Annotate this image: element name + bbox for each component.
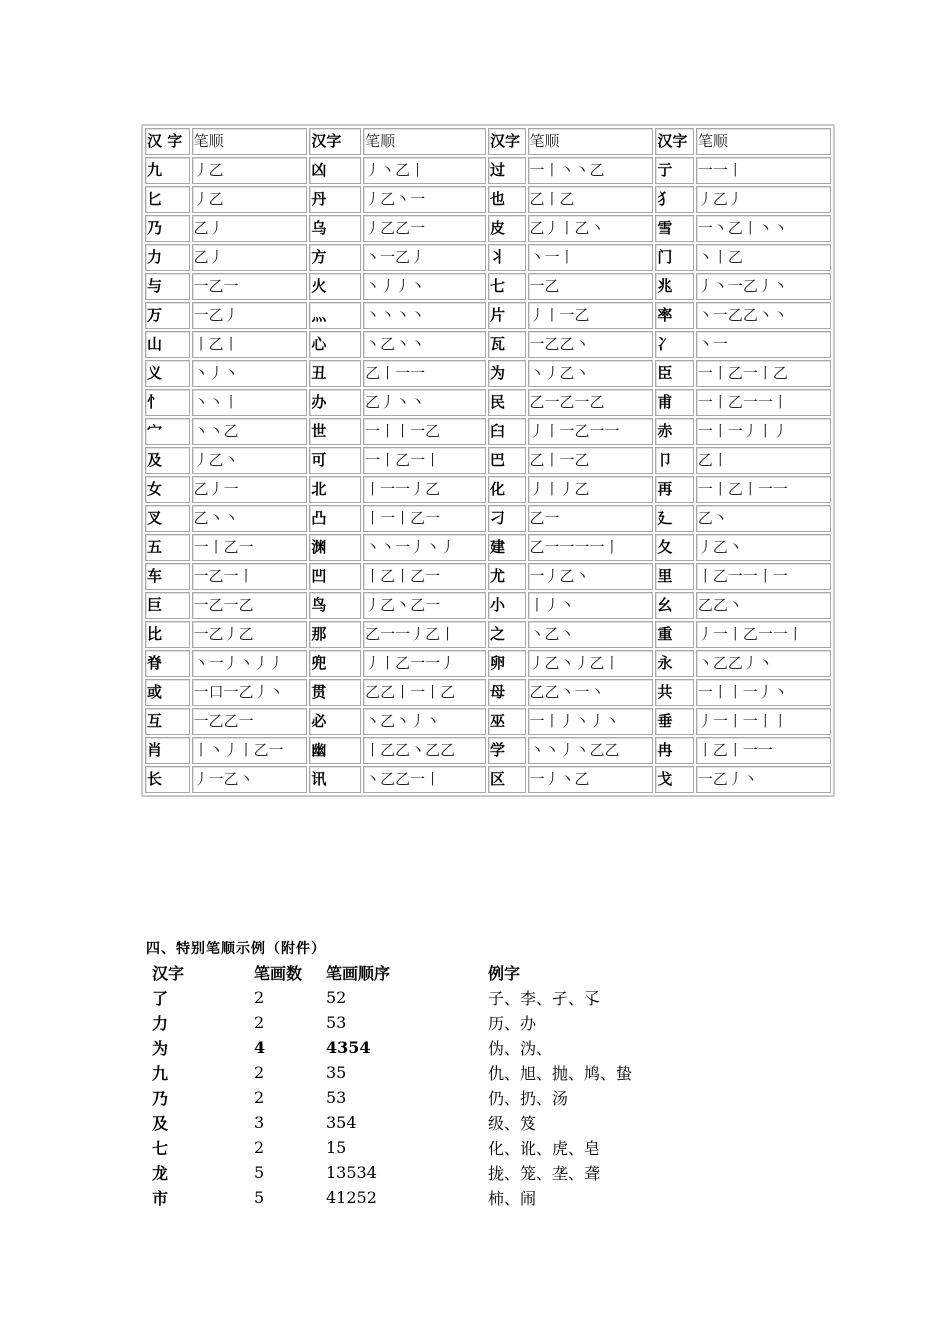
character-cell: 之 [488, 621, 526, 648]
character-cell: 雪 [655, 215, 694, 242]
stroke-order-cell: 丶丶乙 [192, 418, 308, 445]
example-character: 及 [152, 1114, 169, 1133]
header-stroke-order: 笔顺 [696, 128, 831, 155]
special-stroke-examples-table [146, 960, 666, 1210]
example-character: 乃 [152, 1089, 169, 1108]
character-cell: 犭 [655, 186, 694, 213]
stroke-order-cell: 一乙丿乙 [192, 621, 308, 648]
table-row [145, 244, 831, 271]
character-cell: 心 [309, 331, 361, 358]
stroke-order-cell: 乙丨乙 [528, 186, 654, 213]
stroke-order-cell: 一乙一 [192, 273, 308, 300]
character-cell: 过 [488, 157, 526, 184]
table-row [145, 302, 831, 329]
character-cell: 凹 [309, 563, 361, 590]
stroke-count: 2 [254, 1088, 265, 1107]
stroke-order-cell: 丨乙一一丨一 [696, 563, 831, 590]
stroke-order-cell: 丿乙丶 [696, 534, 831, 561]
stroke-count: 4 [254, 1038, 266, 1057]
character-cell: 巴 [488, 447, 526, 474]
character-cell: 臼 [488, 418, 526, 445]
stroke-order-cell: 丶一乙丿 [363, 244, 486, 271]
stroke-order-cell: 乙丨 [696, 447, 831, 474]
stroke-order-cell: 丿一丨乙一一丨 [696, 621, 831, 648]
stroke-order-cell: 丨乙丨 [192, 331, 308, 358]
character-cell: 五 [145, 534, 190, 561]
character-cell: 冫 [655, 331, 694, 358]
character-cell: 巨 [145, 592, 190, 619]
table-row [145, 621, 831, 648]
stroke-order-cell: 一丨丶丶乙 [528, 157, 654, 184]
character-cell: 方 [309, 244, 361, 271]
stroke-order-cell: 乙丿 [192, 244, 308, 271]
character-cell: 凶 [309, 157, 361, 184]
example-character: 七 [152, 1139, 169, 1158]
table-row [145, 650, 831, 677]
character-cell: 万 [145, 302, 190, 329]
table-row [145, 737, 831, 764]
character-cell: 尤 [488, 563, 526, 590]
character-cell: 也 [488, 186, 526, 213]
examples-row [146, 1035, 666, 1060]
stroke-order-cell: 乙丿 [192, 215, 308, 242]
character-cell: 夂 [655, 534, 694, 561]
character-cell: 为 [488, 360, 526, 387]
character-cell: 卵 [488, 650, 526, 677]
stroke-order-cell: 乙丨一乙 [528, 447, 654, 474]
character-cell: 北 [309, 476, 361, 503]
character-cell: 义 [145, 360, 190, 387]
character-cell: 九 [145, 157, 190, 184]
character-cell: 七 [488, 273, 526, 300]
character-cell: 力 [145, 244, 190, 271]
stroke-order-cell: 一丶乙丨丶丶 [696, 215, 831, 242]
stroke-order-cell: 丨丿丶 [528, 592, 654, 619]
table-row [145, 273, 831, 300]
character-cell: 亍 [655, 157, 694, 184]
stroke-order-cell: 一丨乙一 [192, 534, 308, 561]
stroke-order-cell: 丶丶丨 [192, 389, 308, 416]
character-cell: 建 [488, 534, 526, 561]
character-cell: 匕 [145, 186, 190, 213]
stroke-order-cell: 一丨丿丶丿丶 [528, 708, 654, 735]
stroke-order-cell: 一乙丿丶 [696, 766, 831, 793]
examples-row [146, 1110, 666, 1135]
stroke-order-cell: 乙乙丶 [696, 592, 831, 619]
stroke-order-cell: 丨乙丨乙一 [363, 563, 486, 590]
stroke-order-cell: 丶丿丶 [192, 360, 308, 387]
table-row [145, 679, 831, 706]
stroke-order-cell: 丶乙丶丶 [363, 331, 486, 358]
stroke-order-cell: 丶乙乙丿丶 [696, 650, 831, 677]
stroke-order-cell: 丶丿乙丶 [528, 360, 654, 387]
character-cell: 小 [488, 592, 526, 619]
table-row [145, 331, 831, 358]
character-cell: 母 [488, 679, 526, 706]
example-words: 化、讹、虎、皂 [488, 1139, 601, 1158]
character-cell: 化 [488, 476, 526, 503]
stroke-count: 2 [254, 1138, 265, 1157]
character-cell: 渊 [309, 534, 361, 561]
character-cell: 女 [145, 476, 190, 503]
table-row [145, 563, 831, 590]
header-character: 汉字 [309, 128, 361, 155]
stroke-sequence: 53 [326, 1088, 347, 1107]
stroke-count: 2 [254, 1063, 265, 1082]
table-row [145, 534, 831, 561]
example-character: 为 [152, 1039, 169, 1058]
stroke-order-cell: 丿乙丿 [696, 186, 831, 213]
character-cell: 兜 [309, 650, 361, 677]
stroke-order-cell: 一乙乙一 [192, 708, 308, 735]
character-cell: 共 [655, 679, 694, 706]
stroke-order-cell: 丿丶一乙丿丶 [696, 273, 831, 300]
character-cell: 兆 [655, 273, 694, 300]
stroke-order-cell: 丿乙丶丿乙丨 [528, 650, 654, 677]
character-cell: 区 [488, 766, 526, 793]
stroke-order-cell: 丶乙丶 [528, 621, 654, 648]
character-cell: 廴 [655, 505, 694, 532]
stroke-sequence: 35 [326, 1063, 347, 1082]
stroke-order-cell: 丶一 [696, 331, 831, 358]
stroke-order-cell: 丿乙 [192, 157, 308, 184]
stroke-order-cell: 丿乙丶一 [363, 186, 486, 213]
header-character: 汉字 [488, 128, 526, 155]
stroke-count: 2 [254, 988, 265, 1007]
character-cell: 幺 [655, 592, 694, 619]
stroke-count: 5 [254, 1188, 265, 1207]
stroke-order-cell: 乙一一一一丨 [528, 534, 654, 561]
character-cell: 丑 [309, 360, 361, 387]
stroke-order-cell: 一丨乙一丨 [363, 447, 486, 474]
stroke-order-cell: 乙丿一 [192, 476, 308, 503]
character-cell: 长 [145, 766, 190, 793]
character-cell: 臣 [655, 360, 694, 387]
example-character: 市 [152, 1189, 169, 1208]
character-cell: 丬 [488, 244, 526, 271]
character-cell: 卩 [655, 447, 694, 474]
character-cell: 灬 [309, 302, 361, 329]
table-row [145, 447, 831, 474]
stroke-order-cell: 乙丿丨乙丶 [528, 215, 654, 242]
table-row [145, 389, 831, 416]
stroke-order-cell: 丿丨丿乙 [528, 476, 654, 503]
character-cell: 垂 [655, 708, 694, 735]
header-stroke-order: 笔顺 [528, 128, 654, 155]
table-row [145, 476, 831, 503]
stroke-order-cell: 丶丨乙 [696, 244, 831, 271]
stroke-order-cell: 一乙丿 [192, 302, 308, 329]
examples-header-row [146, 960, 666, 985]
stroke-order-cell: 丨一一丿乙 [363, 476, 486, 503]
stroke-order-table [141, 124, 835, 797]
character-cell: 片 [488, 302, 526, 329]
stroke-order-cell: 丿一丨一丨丨 [696, 708, 831, 735]
example-character: 了 [152, 989, 169, 1008]
stroke-order-cell: 丿乙乙一 [363, 215, 486, 242]
stroke-order-cell: 一丨乙丨一一 [696, 476, 831, 503]
examples-row [146, 1185, 666, 1210]
character-cell: 门 [655, 244, 694, 271]
stroke-order-cell: 丨丶丿丨乙一 [192, 737, 308, 764]
stroke-sequence: 52 [326, 988, 347, 1007]
section-title: 四、特别笔顺示例（附件） [146, 941, 326, 957]
character-cell: 丹 [309, 186, 361, 213]
character-cell: 戈 [655, 766, 694, 793]
stroke-order-cell: 丶丶丶丶 [363, 302, 486, 329]
stroke-sequence: 4354 [326, 1038, 371, 1057]
stroke-order-cell: 丿丨一乙一一 [528, 418, 654, 445]
stroke-order-cell: 乙一一丿乙丨 [363, 621, 486, 648]
header-character: 汉 字 [145, 128, 190, 155]
character-cell: 或 [145, 679, 190, 706]
character-cell: 世 [309, 418, 361, 445]
stroke-sequence: 15 [326, 1138, 347, 1157]
header-stroke-order: 笔顺 [192, 128, 308, 155]
stroke-order-cell: 乙丨一一 [363, 360, 486, 387]
character-cell: 忄 [145, 389, 190, 416]
character-cell: 鸟 [309, 592, 361, 619]
stroke-order-cell: 丿乙丶乙一 [363, 592, 486, 619]
character-cell: 可 [309, 447, 361, 474]
character-cell: 叉 [145, 505, 190, 532]
stroke-order-cell: 丶一乙乙丶丶 [696, 302, 831, 329]
character-cell: 与 [145, 273, 190, 300]
stroke-count: 2 [254, 1013, 265, 1032]
example-character: 力 [152, 1014, 169, 1033]
stroke-order-cell: 乙丿丶丶 [363, 389, 486, 416]
stroke-order-cell: 丶丶丿丶乙乙 [528, 737, 654, 764]
character-cell: 宀 [145, 418, 190, 445]
stroke-order-cell: 乙乙丶一丶 [528, 679, 654, 706]
character-cell: 民 [488, 389, 526, 416]
table-row [145, 766, 831, 793]
examples-header-cell: 笔画数 [254, 964, 303, 983]
table-row [145, 215, 831, 242]
character-cell: 贯 [309, 679, 361, 706]
character-cell: 互 [145, 708, 190, 735]
table-row [145, 708, 831, 735]
examples-row [146, 1060, 666, 1085]
stroke-order-cell: 一丿丶乙 [528, 766, 654, 793]
stroke-order-cell: 一丨乙一丨乙 [696, 360, 831, 387]
stroke-order-cell: 丨乙丨一一 [696, 737, 831, 764]
stroke-sequence: 41252 [326, 1188, 377, 1207]
examples-row [146, 1010, 666, 1035]
character-cell: 凸 [309, 505, 361, 532]
character-cell: 巫 [488, 708, 526, 735]
character-cell: 幽 [309, 737, 361, 764]
stroke-order-cell: 丶一丨 [528, 244, 654, 271]
stroke-order-cell: 乙丶丶 [192, 505, 308, 532]
examples-row [146, 1135, 666, 1160]
stroke-order-cell: 一一丨 [696, 157, 831, 184]
character-cell: 里 [655, 563, 694, 590]
character-cell: 车 [145, 563, 190, 590]
character-cell: 刁 [488, 505, 526, 532]
stroke-order-cell: 丨乙乙丶乙乙 [363, 737, 486, 764]
character-cell: 学 [488, 737, 526, 764]
stroke-count: 5 [254, 1163, 265, 1182]
stroke-order-cell: 一丨丨一乙 [363, 418, 486, 445]
stroke-order-cell: 丿一乙丶 [192, 766, 308, 793]
character-cell: 率 [655, 302, 694, 329]
character-cell: 火 [309, 273, 361, 300]
character-cell: 瓦 [488, 331, 526, 358]
stroke-order-cell: 一乙一丨 [192, 563, 308, 590]
character-cell: 甫 [655, 389, 694, 416]
stroke-order-cell: 丨一丨乙一 [363, 505, 486, 532]
character-cell: 脊 [145, 650, 190, 677]
character-cell: 皮 [488, 215, 526, 242]
example-character: 龙 [152, 1164, 169, 1183]
character-cell: 乃 [145, 215, 190, 242]
stroke-order-cell: 丶丿丿丶 [363, 273, 486, 300]
stroke-order-cell: 乙丶 [696, 505, 831, 532]
stroke-order-cell: 丿乙 [192, 186, 308, 213]
stroke-order-cell: 一丿乙丶 [528, 563, 654, 590]
header-character: 汉字 [655, 128, 694, 155]
stroke-order-cell: 一乙乙丶 [528, 331, 654, 358]
example-words: 仍、扔、汤 [488, 1089, 569, 1108]
stroke-order-cell: 丶乙乙一丨 [363, 766, 486, 793]
character-cell: 冉 [655, 737, 694, 764]
character-cell: 办 [309, 389, 361, 416]
examples-row [146, 1160, 666, 1185]
character-cell: 赤 [655, 418, 694, 445]
character-cell: 那 [309, 621, 361, 648]
stroke-order-cell: 丿丨乙一一丿 [363, 650, 486, 677]
examples-row [146, 1085, 666, 1110]
table-row [145, 157, 831, 184]
stroke-order-cell: 乙乙丨一丨乙 [363, 679, 486, 706]
example-words: 级、笈 [488, 1114, 537, 1133]
table-row [145, 360, 831, 387]
example-words: 仇、旭、抛、鸠、蛰 [488, 1064, 633, 1083]
stroke-sequence: 13534 [326, 1163, 377, 1182]
stroke-order-cell: 丶一丿丶丿丿 [192, 650, 308, 677]
examples-row [146, 985, 666, 1010]
stroke-order-cell: 丿乙丶 [192, 447, 308, 474]
table-row [145, 418, 831, 445]
examples-header-cell: 汉字 [152, 964, 185, 983]
stroke-order-cell: 一口一乙丿丶 [192, 679, 308, 706]
header-stroke-order: 笔顺 [363, 128, 486, 155]
stroke-order-cell: 乙一乙一乙 [528, 389, 654, 416]
stroke-sequence: 53 [326, 1013, 347, 1032]
character-cell: 重 [655, 621, 694, 648]
character-cell: 再 [655, 476, 694, 503]
table-header-row [145, 128, 831, 155]
character-cell: 乌 [309, 215, 361, 242]
character-cell: 比 [145, 621, 190, 648]
character-cell: 及 [145, 447, 190, 474]
stroke-count: 3 [254, 1113, 265, 1132]
stroke-order-cell: 丿丨一乙 [528, 302, 654, 329]
example-words: 历、办 [488, 1014, 537, 1033]
example-words: 拢、笼、垄、聋 [488, 1164, 601, 1183]
example-character: 九 [152, 1064, 169, 1083]
character-cell: 肖 [145, 737, 190, 764]
character-cell: 必 [309, 708, 361, 735]
stroke-order-cell: 一丨丨一丿丶 [696, 679, 831, 706]
examples-header-cell: 笔画顺序 [326, 964, 391, 983]
stroke-order-cell: 一丨一丿丨丿 [696, 418, 831, 445]
example-words: 伪、沩、 [488, 1039, 553, 1058]
stroke-sequence: 354 [326, 1113, 357, 1132]
table-row [145, 186, 831, 213]
character-cell: 永 [655, 650, 694, 677]
character-cell: 讯 [309, 766, 361, 793]
example-words: 子、李、孑、孓 [488, 989, 601, 1008]
stroke-order-cell: 丿丶乙丨 [363, 157, 486, 184]
stroke-order-cell: 乙一 [528, 505, 654, 532]
stroke-order-cell: 一乙一乙 [192, 592, 308, 619]
character-cell: 山 [145, 331, 190, 358]
example-words: 柿、闹 [488, 1189, 537, 1208]
table-row [145, 505, 831, 532]
stroke-order-cell: 一丨乙一一丨 [696, 389, 831, 416]
stroke-order-cell: 一乙 [528, 273, 654, 300]
examples-header-cell: 例字 [488, 964, 521, 983]
table-row [145, 592, 831, 619]
stroke-order-cell: 丶丶一丿丶丿 [363, 534, 486, 561]
stroke-order-cell: 丶乙丶丿丶 [363, 708, 486, 735]
